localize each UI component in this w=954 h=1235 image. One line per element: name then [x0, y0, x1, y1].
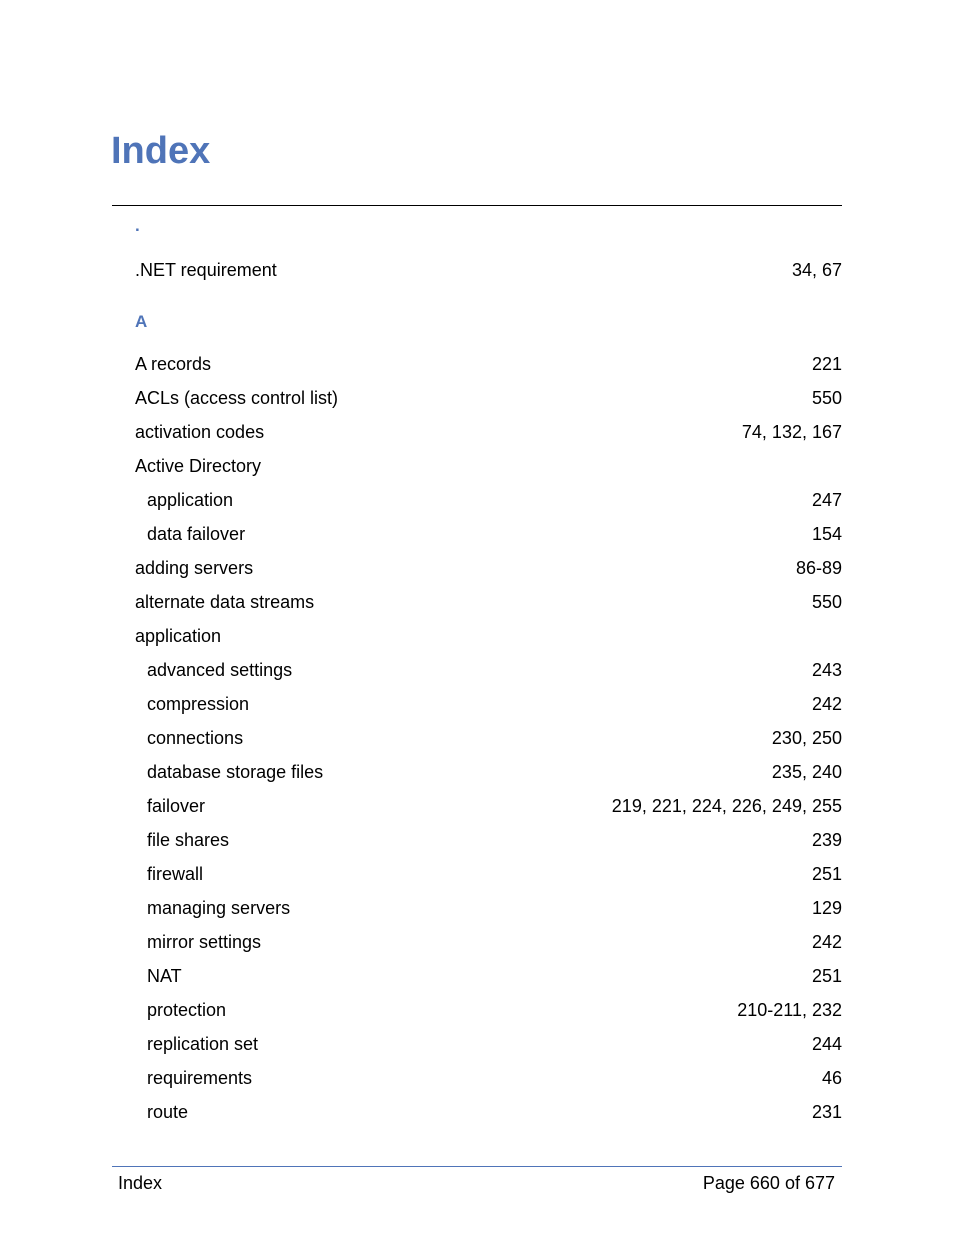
entry-term: requirements [147, 1068, 253, 1088]
entry-page-numbers[interactable]: 129 [811, 898, 842, 918]
entry-page-numbers[interactable]: 34, 67 [791, 260, 842, 280]
entry-page-numbers[interactable]: 219, 221, 224, 226, 249, 255 [611, 796, 842, 816]
entry-term: application [135, 626, 222, 646]
index-subentry [135, 789, 842, 823]
entry-page-numbers[interactable]: 244 [811, 1034, 842, 1054]
entry-page-numbers[interactable]: 242 [811, 932, 842, 952]
index-subentry [135, 721, 842, 755]
section-heading: A [135, 312, 148, 331]
entry-term: .NET requirement [135, 260, 277, 280]
entry-page-numbers[interactable]: 243 [811, 660, 842, 680]
entry-page-numbers[interactable]: 46 [821, 1068, 842, 1088]
index-subentry [135, 653, 842, 687]
index-entry [135, 415, 842, 449]
entry-page-numbers[interactable]: 550 [811, 388, 842, 408]
index-subentry [135, 891, 842, 925]
entry-term: failover [147, 796, 206, 816]
entry-term: route [147, 1102, 189, 1122]
entry-page-numbers[interactable]: 235, 240 [771, 762, 842, 782]
entry-term: Active Directory [135, 456, 262, 476]
entry-page-numbers[interactable]: 210-211, 232 [737, 1000, 842, 1020]
entry-term: activation codes [135, 422, 265, 442]
entry-term: ACLs (access control list) [135, 388, 339, 408]
entry-page-numbers[interactable]: 154 [811, 524, 842, 544]
entry-term: mirror settings [147, 932, 262, 952]
entry-page-numbers[interactable]: 251 [811, 966, 842, 986]
index-subentry [135, 959, 842, 993]
title-divider [112, 205, 842, 206]
entry-term: data failover [147, 524, 246, 544]
index-subentry [135, 1095, 842, 1129]
index-entry [135, 253, 842, 287]
index-entry [135, 347, 842, 381]
entry-page-numbers[interactable]: 242 [811, 694, 842, 714]
entry-page-numbers[interactable]: 74, 132, 167 [741, 422, 842, 442]
index-entry [135, 551, 842, 585]
entry-page-numbers[interactable]: 239 [811, 830, 842, 850]
footer-section-name: Index [118, 1173, 163, 1193]
entry-term: replication set [147, 1034, 259, 1054]
entry-term: application [147, 490, 234, 510]
entry-page-numbers[interactable]: 221 [811, 354, 842, 374]
index-subentry [135, 517, 842, 551]
index-subentry [135, 483, 842, 517]
entry-term: NAT [147, 966, 182, 986]
entry-term: A records [135, 354, 212, 374]
index-subentry [135, 823, 842, 857]
entry-term: advanced settings [147, 660, 293, 680]
index-entry [135, 449, 842, 483]
index-entry [135, 585, 842, 619]
entry-page-numbers[interactable]: 550 [811, 592, 842, 612]
index-entry [135, 381, 842, 415]
section-heading: . [135, 216, 140, 235]
entry-term: firewall [147, 864, 204, 884]
entry-page-numbers[interactable]: 86-89 [795, 558, 842, 578]
footer-divider [112, 1166, 842, 1167]
entry-page-numbers[interactable]: 231 [811, 1102, 842, 1122]
index-subentry [135, 1027, 842, 1061]
index-subentry [135, 1061, 842, 1095]
entry-page-numbers[interactable]: 247 [811, 490, 842, 510]
index-subentry [135, 993, 842, 1027]
entry-term: database storage files [147, 762, 324, 782]
entry-term: connections [147, 728, 244, 748]
index-subentry [135, 925, 842, 959]
index-subentry [135, 687, 842, 721]
entry-term: compression [147, 694, 250, 714]
page-title: Index [111, 130, 211, 172]
entry-term: file shares [147, 830, 230, 850]
entry-page-numbers[interactable]: 230, 250 [771, 728, 842, 748]
index-subentry [135, 857, 842, 891]
entry-term: protection [147, 1000, 227, 1020]
entry-term: adding servers [135, 558, 254, 578]
footer-page-number: Page 660 of 677 [702, 1173, 835, 1193]
entry-term: alternate data streams [135, 592, 315, 612]
index-list [135, 215, 842, 1129]
entry-page-numbers[interactable]: 251 [811, 864, 842, 884]
index-subentry [135, 755, 842, 789]
index-entry [135, 619, 842, 653]
entry-term: managing servers [147, 898, 291, 918]
